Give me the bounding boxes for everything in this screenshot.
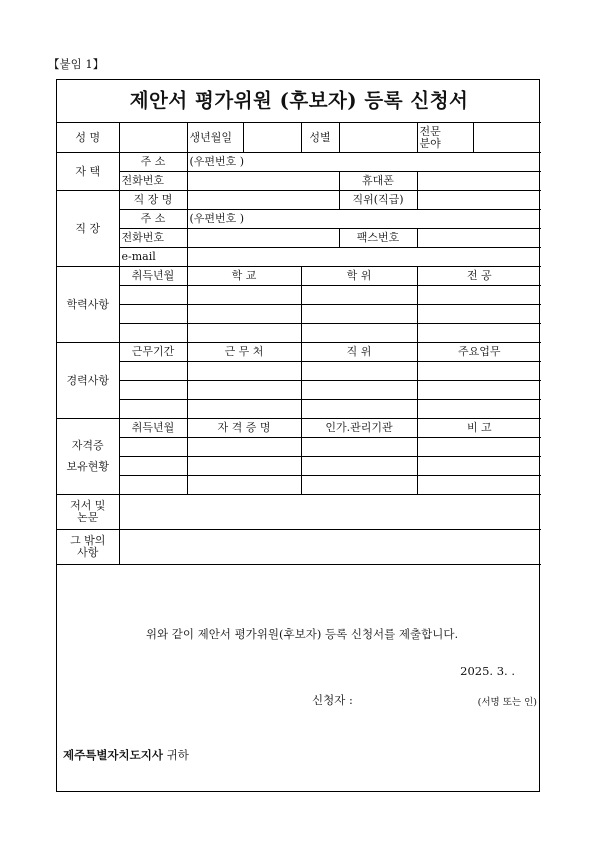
certificates-cell[interactable] [187,457,301,476]
others-field[interactable] [119,530,541,565]
education-cell[interactable] [119,305,187,324]
education-header: 취득년월 [119,267,187,286]
publications-label: 저서 및 논문 [57,495,119,530]
declaration-text: 위와 같이 제안서 평가위원(후보자) 등록 신청서를 제출합니다. [145,627,459,641]
home-phone-label: 전화번호 [119,172,187,191]
gender-field[interactable] [339,123,417,153]
addressee [63,747,189,763]
declaration-date: 2025. 3. . [460,664,515,678]
name-field[interactable] [119,123,187,153]
education-cell[interactable] [187,324,301,343]
birth-field[interactable] [243,123,301,153]
form-title: 제안서 평가위원 (후보자) 등록 신청서 [57,80,541,123]
career-cell[interactable] [417,400,541,419]
career-header: 직 위 [301,343,417,362]
work-phone-field[interactable] [187,229,339,248]
others-label: 그 밖의 사항 [57,530,119,565]
certificates-cell[interactable] [119,438,187,457]
work-address-label: 주 소 [119,210,187,229]
education-cell[interactable] [119,286,187,305]
career-header: 근 무 처 [187,343,301,362]
certificates-section-label: 자격증 보유현황 [57,419,119,495]
birth-label: 생년월일 [187,123,243,153]
education-header: 학 교 [187,267,301,286]
certificates-header: 취득년월 [119,419,187,438]
education-cell[interactable] [417,305,541,324]
education-cell[interactable] [301,286,417,305]
home-mobile-label: 휴대폰 [339,172,417,191]
home-phone-field[interactable] [187,172,339,191]
career-cell[interactable] [301,381,417,400]
education-cell[interactable] [301,324,417,343]
career-header: 주요업무 [417,343,541,362]
certificates-cell[interactable] [301,476,417,495]
career-cell[interactable] [119,381,187,400]
career-header: 근무기간 [119,343,187,362]
certificates-cell[interactable] [187,476,301,495]
gender-label: 성별 [301,123,339,153]
certificates-cell[interactable] [119,457,187,476]
work-position-label: 직위(직급) [339,191,417,210]
education-cell[interactable] [417,286,541,305]
career-cell[interactable] [119,400,187,419]
certificates-header: 자 격 증 명 [187,419,301,438]
education-cell[interactable] [119,324,187,343]
education-section-label: 학력사항 [57,267,119,343]
home-section-label: 자 택 [57,153,119,191]
home-mobile-field[interactable] [417,172,541,191]
education-cell[interactable] [301,305,417,324]
certificates-header: 인가.관리기관 [301,419,417,438]
career-cell[interactable] [119,362,187,381]
certificates-header: 비 고 [417,419,541,438]
application-form [56,79,540,792]
work-email-field[interactable] [187,248,541,267]
work-address-field[interactable]: (우편번호 ) [187,210,541,229]
education-header: 전 공 [417,267,541,286]
career-cell[interactable] [301,362,417,381]
certificates-cell[interactable] [187,438,301,457]
applicant-label: 신청자 : [312,693,353,707]
work-position-field[interactable] [417,191,541,210]
home-address-field[interactable]: (우편번호 ) [187,153,541,172]
career-cell[interactable] [417,381,541,400]
work-section-label: 직 장 [57,191,119,267]
career-cell[interactable] [301,400,417,419]
specialty-field[interactable] [473,123,541,153]
certificates-cell[interactable] [417,438,541,457]
certificates-cell[interactable] [417,476,541,495]
work-fax-label: 팩스번호 [339,229,417,248]
certificates-cell[interactable] [301,438,417,457]
certificates-cell[interactable] [301,457,417,476]
certificates-cell[interactable] [417,457,541,476]
education-header: 학 위 [301,267,417,286]
specialty-label: 전문 분야 [417,123,473,153]
form-table [57,80,541,565]
name-label: 성 명 [57,123,119,153]
career-cell[interactable] [417,362,541,381]
education-cell[interactable] [187,286,301,305]
publications-field[interactable] [119,495,541,530]
addressee-suffix: 귀하 [166,748,189,762]
career-cell[interactable] [187,400,301,419]
addressee-name: 제주특별자치도지사 [63,748,163,762]
education-cell[interactable] [187,305,301,324]
work-phone-label: 전화번호 [119,229,187,248]
education-cell[interactable] [417,324,541,343]
work-email-label: e-mail [119,248,187,267]
certificates-cell[interactable] [119,476,187,495]
signature-note: (서명 또는 인) [477,697,537,708]
work-fax-field[interactable] [417,229,541,248]
career-cell[interactable] [187,381,301,400]
work-company-label: 직 장 명 [119,191,187,210]
career-cell[interactable] [187,362,301,381]
work-company-field[interactable] [187,191,339,210]
home-address-label: 주 소 [119,153,187,172]
attachment-label: 【붙임 1】 [48,57,105,71]
career-section-label: 경력사항 [57,343,119,419]
